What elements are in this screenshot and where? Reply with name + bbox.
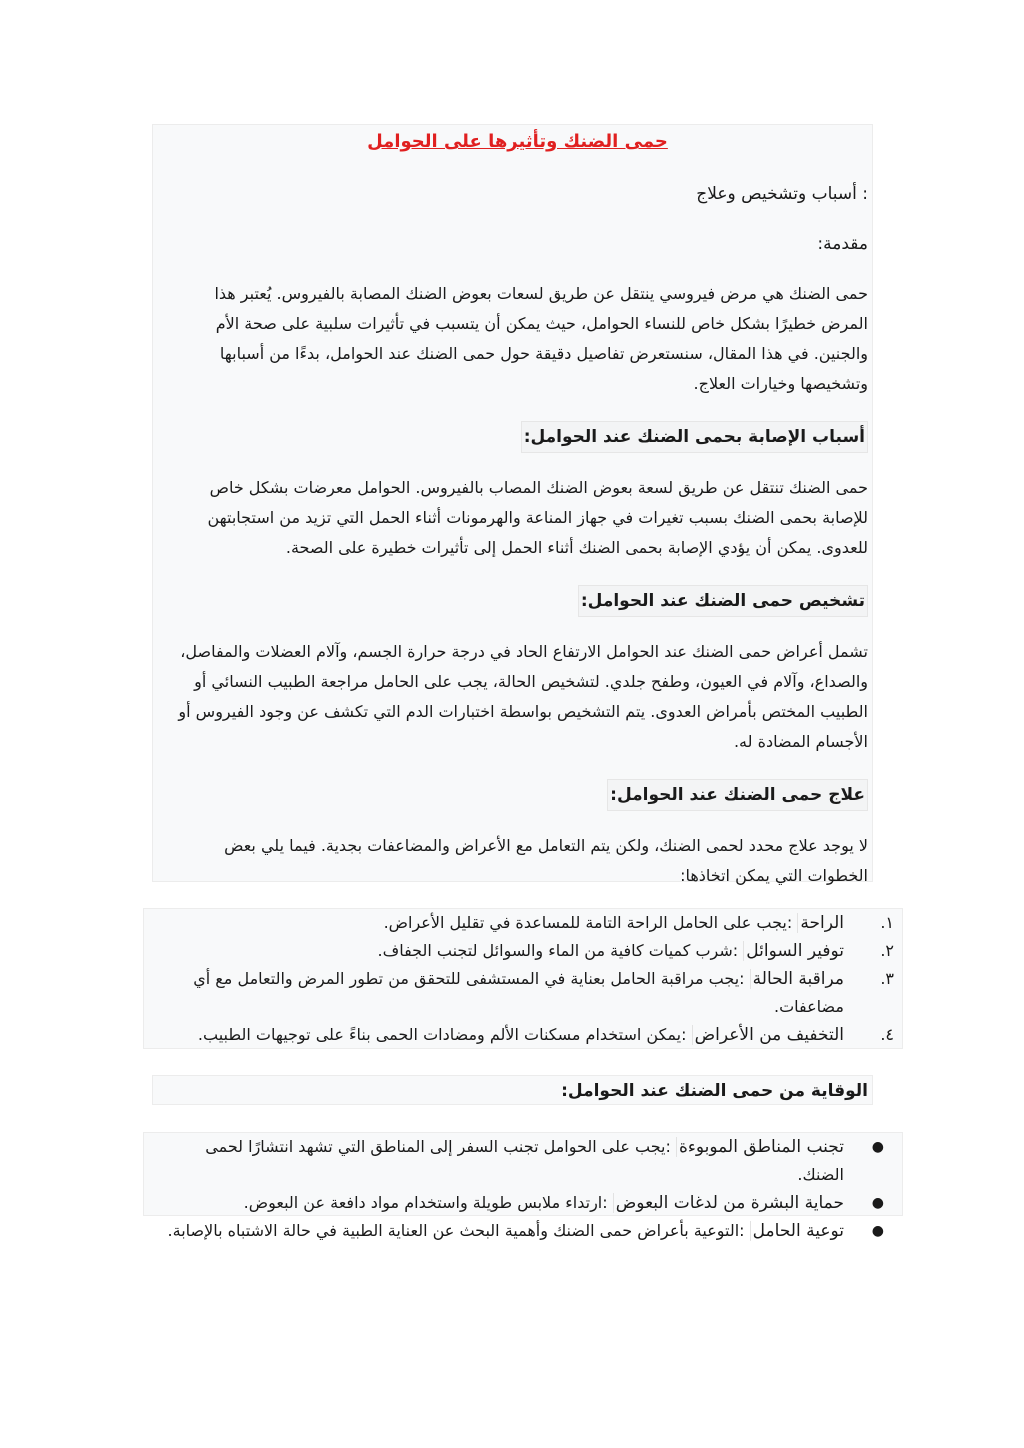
prevention-list-block — [143, 1132, 903, 1241]
section-diagnosis — [167, 585, 868, 617]
section-treatment — [167, 779, 868, 811]
list-item-text: :التوعية بأعراض حمى الضنك وأهمية البحث عن العناية الطبية في حالة الاشتباه بالإصابة. — [167, 1221, 745, 1240]
article-subtitle: : أسباب وتشخيص وعلاج — [696, 184, 868, 204]
list-number: ١. — [880, 913, 894, 932]
list-item-label: التخفيف من الأعراض — [692, 1025, 844, 1045]
list-item-label: توعية الحامل — [750, 1221, 844, 1241]
treatment-steps-block — [143, 908, 903, 1049]
list-item-label: توفير السوائل — [743, 941, 844, 961]
article-title: حمى الضنك وتأثيرها على الحوامل — [367, 131, 668, 152]
list-item — [164, 1189, 898, 1217]
prevention-list — [164, 1133, 898, 1245]
article-main-block — [152, 124, 873, 885]
list-item-text: :يجب على الحوامل تجنب السفر إلى المناطق التي تشهد انتشارًا لحمى الضنك. — [205, 1137, 844, 1184]
list-item-label: حماية البشرة من لدغات البعوض — [613, 1193, 844, 1213]
section-causes — [167, 421, 868, 453]
list-item — [164, 1021, 898, 1049]
list-item — [164, 965, 898, 1021]
list-item-text: :ارتداء ملابس طويلة واستخدام مواد دافعة عن البعوض. — [243, 1193, 608, 1212]
bullet-icon: ● — [871, 1195, 884, 1211]
section-paragraph-causes: حمى الضنك تنتقل عن طريق لسعة بعوض الضنك المصاب بالفيروس. الحوامل معرضات بشكل خاص للإصابة بحمى الضنك بسبب تغيرات في جهاز المناعة والهرمونات أثناء الحمل التي تزيد من استجابتهن للعدوى. يمكن أن يؤدي الإصابة بحمى الضنك أثناء الحمل إلى تأثيرات خطيرة على الصحة. — [207, 478, 868, 557]
intro-paragraph: حمى الضنك هي مرض فيروسي ينتقل عن طريق لسعات بعوض الضنك المصابة بالفيروس. يُعتبر هذا المرض خطيرًا بشكل خاص للنساء الحوامل، حيث يمكن أن يتسبب في تأثيرات سلبية على صحة الأم والجنين. في هذا المقال، سنستعرض تفاصيل دقيقة حول حمى الضنك عند الحوامل، بدءًا من أسبابها وتشخيصها وخيارات العلاج. — [214, 284, 868, 393]
section-heading-diagnosis: تشخيص حمى الضنك عند الحوامل: — [578, 585, 868, 617]
list-item-label: مراقبة الحالة — [750, 969, 844, 989]
bullet-icon: ● — [871, 1139, 884, 1155]
prevention-heading-block — [152, 1075, 873, 1105]
section-heading-causes: أسباب الإصابة بحمى الضنك عند الحوامل: — [521, 421, 868, 453]
list-item — [164, 937, 898, 965]
list-item-text: :يجب على الحامل الراحة التامة للمساعدة في تقليل الأعراض. — [383, 913, 793, 932]
section-paragraph-diagnosis: تشمل أعراض حمى الضنك عند الحوامل الارتفاع الحاد في درجة حرارة الجسم، وآلام العضلات والمفاصل، والصداع، وآلام في العيون، وطفح جلدي. لتشخيص الحالة، يجب على الحامل مراجعة الطبيب النسائي أو الطبيب المختص بأمراض العدوى. يتم التشخيص بواسطة اختبارات الدم التي تكشف عن وجود الفيروس أو الأجسام المضادة له. — [178, 642, 868, 751]
list-item-text: :شرب كميات كافية من الماء والسوائل لتجنب الجفاف. — [377, 941, 739, 960]
list-item — [164, 1133, 898, 1189]
intro-heading: مقدمة: — [817, 234, 868, 254]
list-item-label: تجنب المناطق الموبوءة — [676, 1137, 844, 1157]
list-item — [164, 1217, 898, 1245]
bullet-icon: ● — [871, 1223, 884, 1239]
list-item-label: الراحة — [797, 913, 844, 933]
section-heading-treatment: علاج حمى الضنك عند الحوامل: — [607, 779, 868, 811]
list-number: ٢. — [880, 941, 894, 960]
section-heading-prevention: الوقاية من حمى الضنك عند الحوامل: — [561, 1081, 868, 1101]
list-item-text: :يمكن استخدام مسكنات الألم ومضادات الحمى بناءً على توجيهات الطبيب. — [197, 1025, 687, 1044]
list-number: ٣. — [880, 969, 894, 988]
section-paragraph-treatment: لا يوجد علاج محدد لحمى الضنك، ولكن يتم التعامل مع الأعراض والمضاعفات بجدية. فيما يلي بعض الخطوات التي يمكن اتخاذها: — [224, 836, 868, 885]
list-item-text: :يجب مراقبة الحامل بعناية في المستشفى للتحقق من تطور المرض والتعامل مع أي مضاعفات. — [193, 969, 844, 1016]
treatment-steps-list — [164, 909, 898, 1049]
list-item — [164, 909, 898, 937]
list-number: ٤. — [880, 1025, 894, 1044]
